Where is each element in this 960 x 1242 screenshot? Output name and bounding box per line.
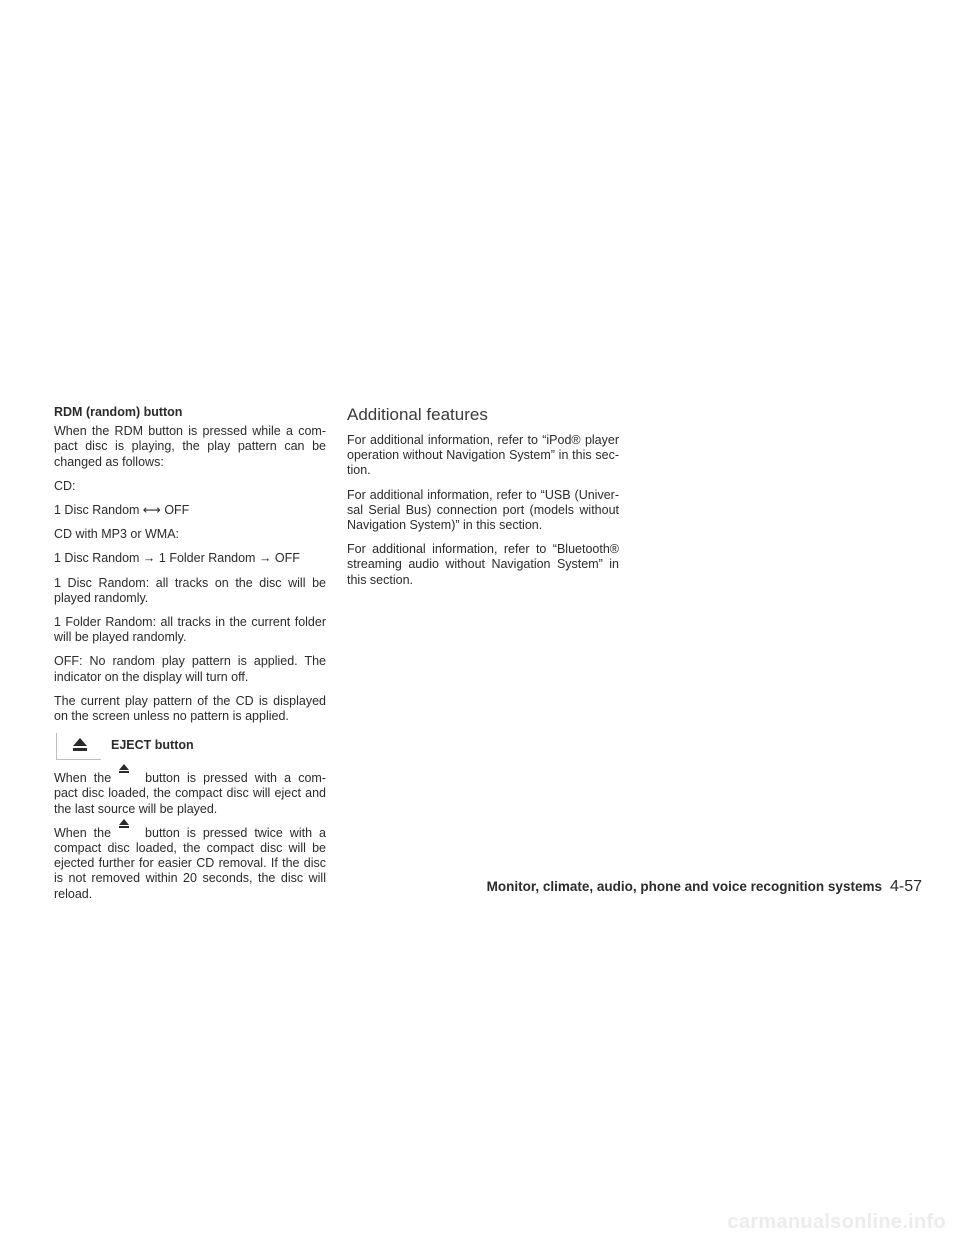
eject-icon (56, 733, 101, 760)
eject-heading-row (54, 733, 326, 763)
rdm-heading: RDM (random) button (54, 405, 183, 419)
cd-label: CD: (54, 478, 76, 493)
watermark: carmanualsonline.info (727, 1211, 946, 1233)
bluetooth-reference: For additional information, refer to “Bluetooth® streaming audio without Navigation System” in this section. (347, 542, 619, 587)
rdm-intro: When the RDM button is pressed while a com-pact disc is playing, the play pattern can be changed as follows: (54, 424, 326, 469)
usb-reference: For additional information, refer to “USB (Univer-sal Serial Bus) connection port (models without Navigation System)” in this section. (347, 487, 619, 533)
off-desc: OFF: No random play pattern is applied. The indicator on the display will turn off. (54, 654, 326, 684)
right-column (347, 405, 619, 597)
additional-features-heading: Additional features (347, 405, 488, 424)
eject-heading: EJECT button (111, 738, 194, 753)
folder-random-desc: 1 Folder Random: all tracks in the current folder will be played randomly. (54, 615, 326, 645)
left-column (54, 405, 326, 911)
disc-random-desc: 1 Disc Random: all tracks on the disc will be played randomly. (54, 575, 326, 605)
mp3-sequence: 1 Disc Random → 1 Folder Random → OFF (54, 551, 300, 566)
page-footer (487, 878, 922, 896)
eject-icon (111, 771, 145, 783)
eject-desc-1: When the button is pressed with a com-pact disc loaded, the compact disc will eject and the last source will be played. (54, 771, 326, 817)
display-desc: The current play pattern of the CD is displayed on the screen unless no pattern is applied. (54, 693, 326, 724)
eject-icon (111, 826, 145, 838)
page-number: 4-57 (889, 878, 922, 895)
mp3-label: CD with MP3 or WMA: (54, 527, 180, 542)
ipod-reference: For additional information, refer to “iPod® player operation without Navigation System” in this sec-tion. (347, 433, 619, 478)
footer-section-title: Monitor, climate, audio, phone and voice recognition systems (486, 879, 882, 894)
eject-desc-2: When the button is pressed twice with a compact disc loaded, the compact disc will be ejected further for easier CD removal. If the disc is not removed within 20 seconds, the disc will reload. (54, 826, 326, 902)
cd-sequence: 1 Disc Random ⟷ OFF (54, 503, 190, 518)
